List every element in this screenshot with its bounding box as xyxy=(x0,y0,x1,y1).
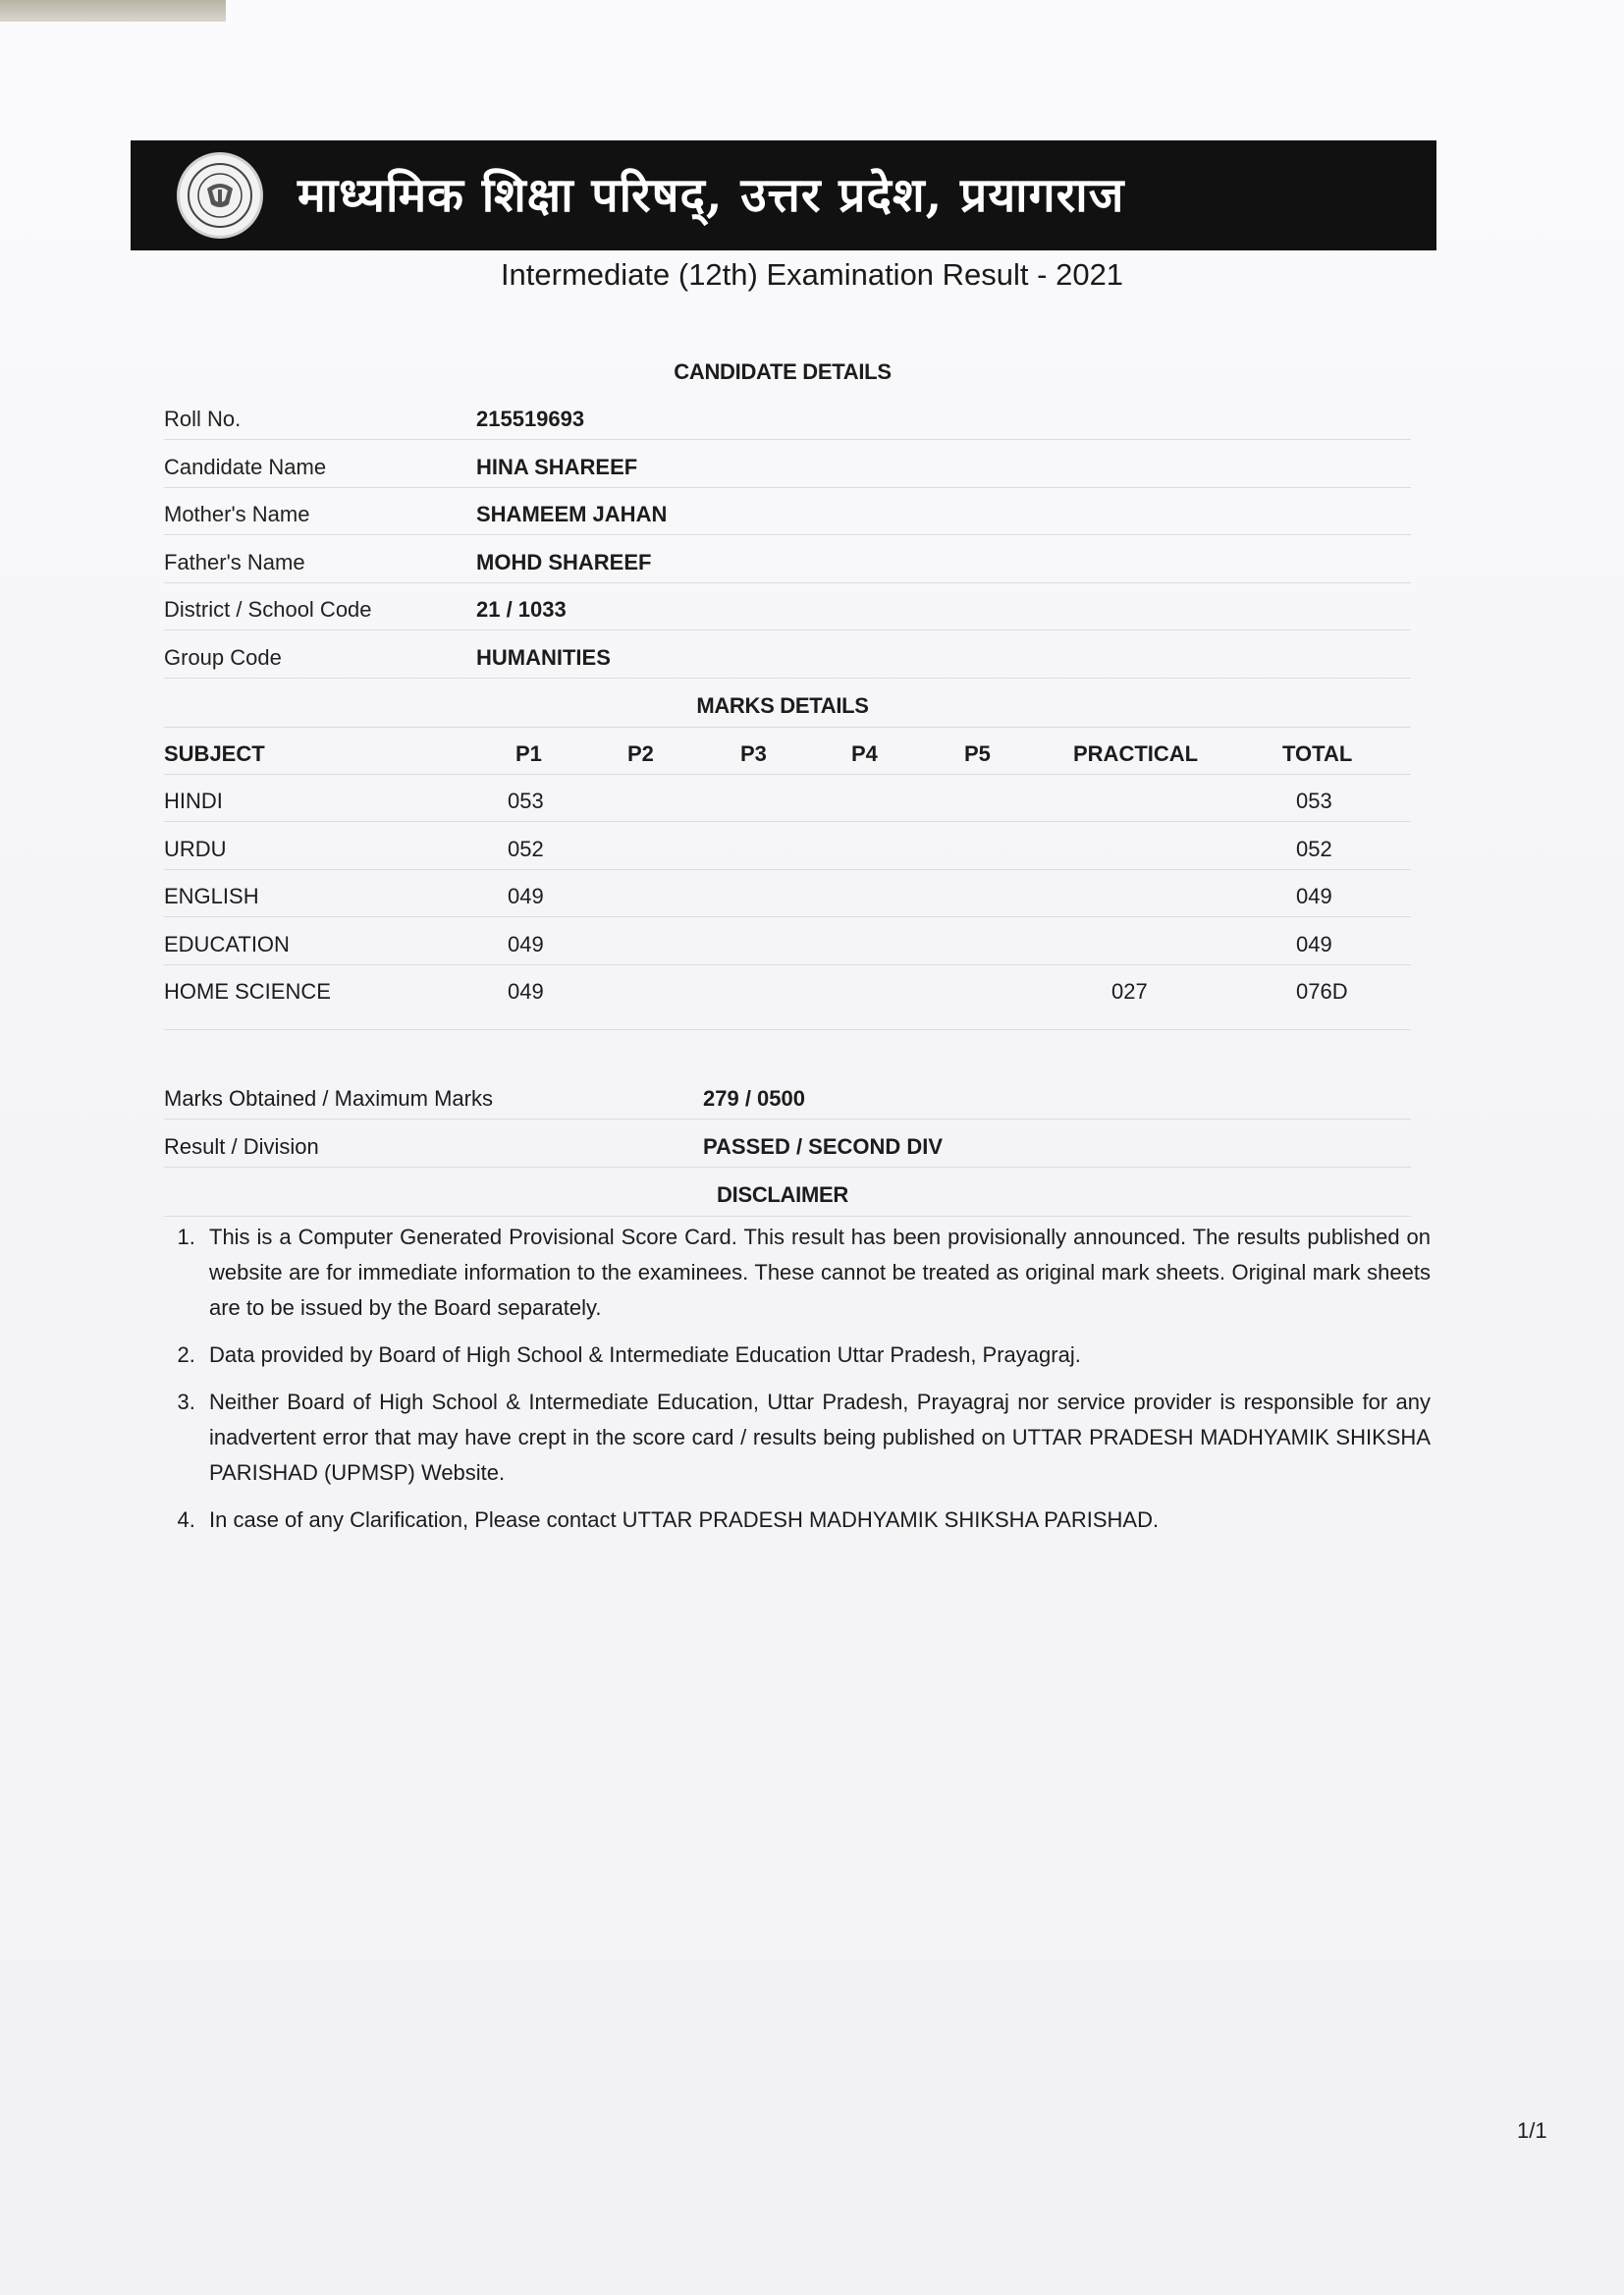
scanned-edge xyxy=(0,0,226,22)
divider xyxy=(164,1216,1411,1217)
p1-cell: 052 xyxy=(508,837,544,861)
disclaimer-item: 4. In case of any Clarification, Please contact UTTAR PRADESH MADHYAMIK SHIKSHA PARISHAD. xyxy=(201,1503,1431,1538)
p1-cell: 049 xyxy=(508,884,544,908)
divider xyxy=(164,916,1411,917)
column-header-p2: P2 xyxy=(627,741,654,766)
disclaimer-item: 1. This is a Computer Generated Provisional Score Card. This result has been provisionally announced. The results published on website are for immediate information to the examinees. These cannot be treated as original mark sheets. Original mark sheets are to be issued by the Board separately. xyxy=(201,1220,1431,1326)
disclaimer-heading: DISCLAIMER xyxy=(717,1182,848,1207)
column-header-p4: P4 xyxy=(851,741,878,766)
divider xyxy=(164,534,1411,535)
subject-cell: ENGLISH xyxy=(164,884,259,908)
total-cell: 052 xyxy=(1296,837,1332,861)
practical-cell: 027 xyxy=(1111,979,1148,1004)
divider xyxy=(164,629,1411,630)
divider xyxy=(164,678,1411,679)
roll-no-value: 215519693 xyxy=(476,407,585,431)
district-school-code-value: 21 / 1033 xyxy=(476,597,567,622)
marks-details-heading: MARKS DETAILS xyxy=(696,693,869,718)
divider xyxy=(164,1167,1411,1168)
column-header-p5: P5 xyxy=(964,741,991,766)
marks-obtained-label: Marks Obtained / Maximum Marks xyxy=(164,1086,493,1111)
column-header-practical: PRACTICAL xyxy=(1073,741,1199,766)
p1-cell: 053 xyxy=(508,789,544,813)
divider xyxy=(164,439,1411,440)
divider xyxy=(164,1119,1411,1120)
group-code-label: Group Code xyxy=(164,645,282,670)
mother-name-label: Mother's Name xyxy=(164,502,310,526)
divider xyxy=(164,964,1411,965)
column-header-subject: SUBJECT xyxy=(164,741,265,766)
disclaimer-item: 3. Neither Board of High School & Intermediate Education, Uttar Pradesh, Prayagraj nor service provider is responsible for any inadvertent error that may have crept in the score card / results being published on UTTAR PRADESH MADHYAMIK SHIKSHA PARISHAD (UPMSP) Website. xyxy=(201,1385,1431,1491)
subject-cell: URDU xyxy=(164,837,227,861)
district-school-code-label: District / School Code xyxy=(164,597,372,622)
group-code-value: HUMANITIES xyxy=(476,645,611,670)
divider xyxy=(164,869,1411,870)
subject-cell: HOME SCIENCE xyxy=(164,979,331,1004)
subject-cell: HINDI xyxy=(164,789,223,813)
roll-no-label: Roll No. xyxy=(164,407,242,431)
candidate-name-value: HINA SHAREEF xyxy=(476,455,638,479)
divider xyxy=(164,727,1411,728)
total-cell: 053 xyxy=(1296,789,1332,813)
p1-cell: 049 xyxy=(508,979,544,1004)
father-name-label: Father's Name xyxy=(164,550,305,574)
exam-title: Intermediate (12th) Examination Result - 2021 xyxy=(500,257,1124,292)
column-header-total: TOTAL xyxy=(1282,741,1353,766)
total-cell: 076D xyxy=(1296,979,1348,1004)
up-government-emblem-icon xyxy=(177,152,263,239)
column-header-p1: P1 xyxy=(515,741,542,766)
candidate-name-label: Candidate Name xyxy=(164,455,327,479)
result-division-label: Result / Division xyxy=(164,1134,319,1159)
mother-name-value: SHAMEEM JAHAN xyxy=(476,502,668,526)
divider xyxy=(164,487,1411,488)
result-division-value: PASSED / SECOND DIV xyxy=(703,1134,944,1159)
subject-cell: EDUCATION xyxy=(164,932,290,956)
total-cell: 049 xyxy=(1296,884,1332,908)
disclaimer-list xyxy=(167,1220,1431,1550)
page-number: 1/1 xyxy=(1517,2118,1547,2143)
p1-cell: 049 xyxy=(508,932,544,956)
father-name-value: MOHD SHAREEF xyxy=(476,550,652,574)
candidate-details-heading: CANDIDATE DETAILS xyxy=(674,359,892,384)
divider xyxy=(164,821,1411,822)
column-header-p3: P3 xyxy=(740,741,767,766)
divider xyxy=(164,1029,1411,1030)
board-name-hindi: माध्यमिक शिक्षा परिषद्, उत्तर प्रदेश, प्रयागराज xyxy=(298,168,1125,223)
divider xyxy=(164,774,1411,775)
header-bar xyxy=(131,140,1436,250)
divider xyxy=(164,582,1411,583)
total-cell: 049 xyxy=(1296,932,1332,956)
marks-obtained-value: 279 / 0500 xyxy=(703,1086,805,1111)
disclaimer-item: 2. Data provided by Board of High School & Intermediate Education Uttar Pradesh, Prayagraj. xyxy=(201,1338,1431,1373)
